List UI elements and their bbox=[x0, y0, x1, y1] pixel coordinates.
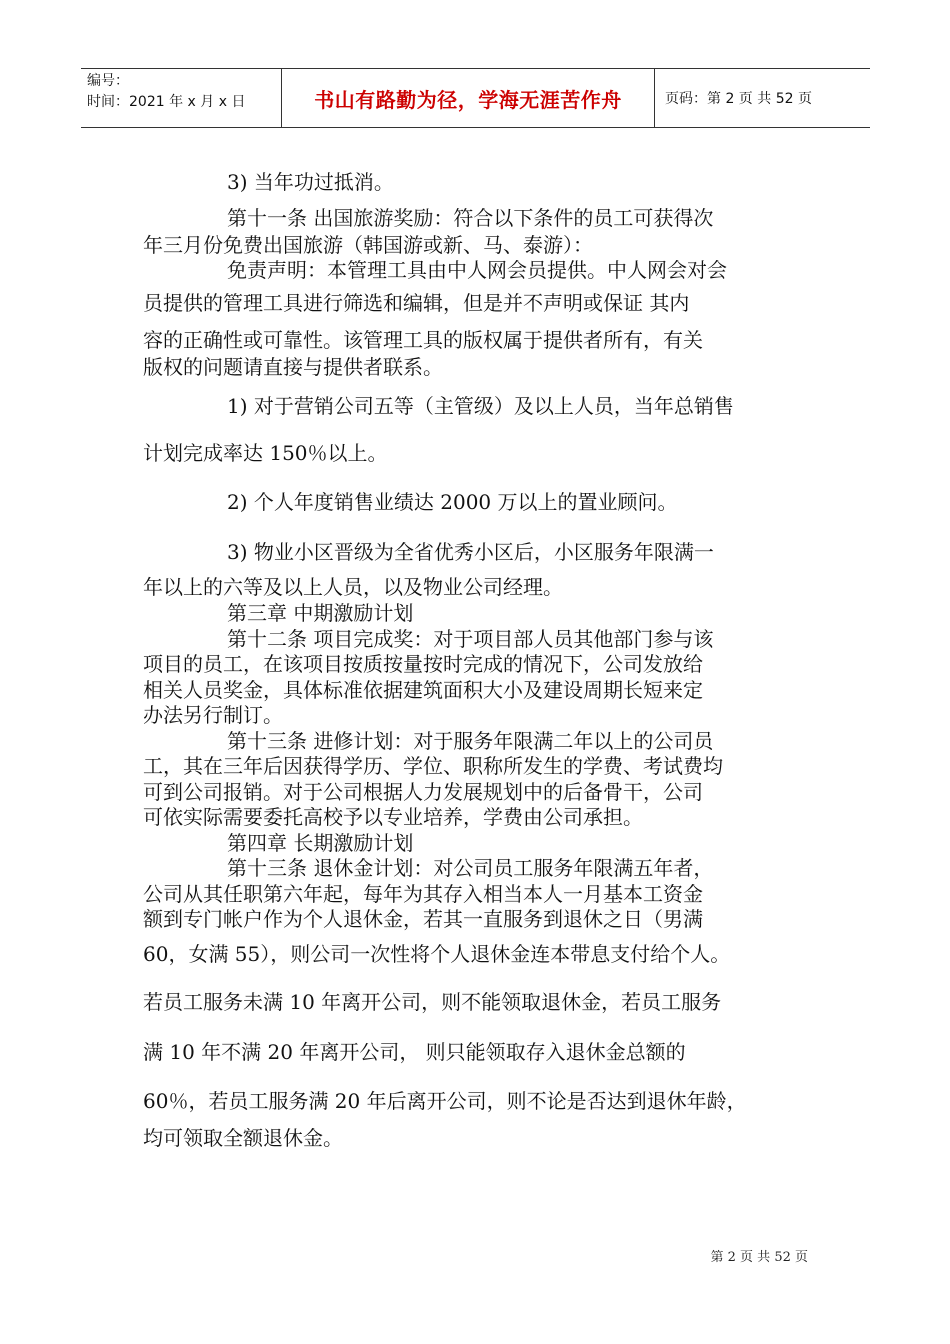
header-page-number: 页码：第 2 页 共 52 页 bbox=[665, 91, 812, 107]
text-line: 版权的问题请直接与提供者联系。 bbox=[143, 355, 443, 379]
text-line: 免责声明：本管理工具由中人网会员提供。中人网会对会 bbox=[227, 258, 727, 282]
text-line: 3) 当年功过抵消。 bbox=[227, 170, 394, 194]
text-line: 第十二条 项目完成奖：对于项目部人员其他部门参与该 bbox=[227, 627, 714, 651]
chapter-heading: 第四章 长期激励计划 bbox=[227, 831, 414, 855]
text-line: 公司从其任职第六年起，每年为其存入相当本人一月基本工资金 bbox=[143, 882, 703, 906]
header-time: 时间：2021 年 x 月 x 日 bbox=[87, 94, 246, 110]
text-line: 若员工服务未满 10 年离开公司，则不能领取退休金，若员工服务 bbox=[143, 990, 722, 1014]
header-number: 编号： bbox=[87, 73, 129, 89]
text-line: 员提供的管理工具进行筛选和编辑，但是并不声明或保证 其内 bbox=[143, 291, 690, 315]
text-line: 工，其在三年后因获得学历、学位、职称所发生的学费、考试费均 bbox=[143, 754, 723, 778]
chapter-heading: 第三章 中期激励计划 bbox=[227, 601, 414, 625]
text-line: 满 10 年不满 20 年离开公司， 则只能领取存入退休金总额的 bbox=[143, 1040, 686, 1064]
page-header bbox=[81, 68, 870, 128]
text-line: 第十一条 出国旅游奖励：符合以下条件的员工可获得次 bbox=[227, 206, 714, 230]
text-line: 第十三条 退休金计划：对公司员工服务年限满五年者， bbox=[227, 856, 714, 880]
header-motto: 书山有路勤为径，学海无涯苦作舟 bbox=[282, 69, 655, 127]
text-line: 计划完成率达 150％以上。 bbox=[143, 441, 388, 465]
page-footer: 第 2 页 共 52 页 bbox=[710, 1250, 808, 1265]
text-line: 60，女满 55），则公司一次性将个人退休金连本带息支付给个人。 bbox=[143, 942, 731, 966]
text-line: 可依实际需要委托高校予以专业培养，学费由公司承担。 bbox=[143, 805, 643, 829]
text-line: 60％，若员工服务满 20 年后离开公司，则不论是否达到退休年龄， bbox=[143, 1089, 747, 1113]
text-line: 年三月份免费出国旅游（韩国游或新、马、泰游）： bbox=[143, 233, 593, 257]
text-line: 容的正确性或可靠性。该管理工具的版权属于提供者所有，有关 bbox=[143, 328, 703, 352]
text-line: 1) 对于营销公司五等（主管级）及以上人员，当年总销售 bbox=[227, 394, 734, 418]
text-line: 3) 物业小区晋级为全省优秀小区后，小区服务年限满一 bbox=[227, 540, 714, 564]
text-line: 可到公司报销。对于公司根据人力发展规划中的后备骨干，公司 bbox=[143, 780, 703, 804]
text-line: 年以上的六等及以上人员，以及物业公司经理。 bbox=[143, 575, 563, 599]
text-line: 第十三条 进修计划：对于服务年限满二年以上的公司员 bbox=[227, 729, 714, 753]
text-line: 项目的员工，在该项目按质按量按时完成的情况下，公司发放给 bbox=[143, 652, 703, 676]
header-meta bbox=[81, 69, 282, 127]
text-line: 均可领取全额退休金。 bbox=[143, 1126, 343, 1150]
text-line: 2) 个人年度销售业绩达 2000 万以上的置业顾问。 bbox=[227, 490, 678, 514]
text-line: 办法另行制订。 bbox=[143, 703, 283, 727]
text-line: 额到专门帐户作为个人退休金，若其一直服务到退休之日（男满 bbox=[143, 907, 703, 931]
text-line: 相关人员奖金，具体标准依据建筑面积大小及建设周期长短来定 bbox=[143, 678, 703, 702]
